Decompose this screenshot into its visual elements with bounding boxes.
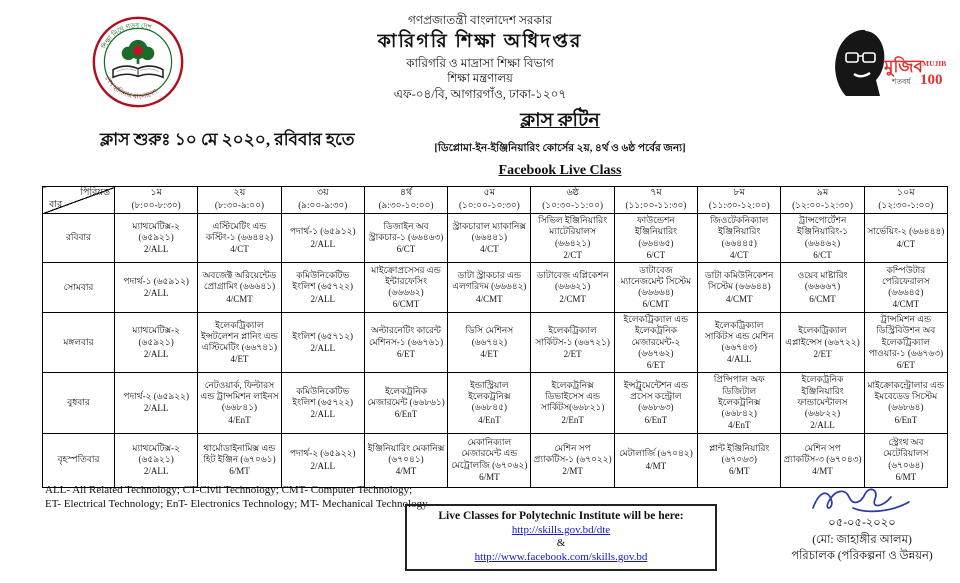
period-header-cell <box>864 187 947 214</box>
subject-name: ইলেকট্রিক্যাল এপ্লাইন্সেস (৬৬৭২২) <box>785 325 860 347</box>
govt-line: গণপ্রজাতন্ত্রী বাংলাদেশ সরকার <box>407 13 553 27</box>
subject-name: পদার্থ-২ (৬৫৯২২) <box>123 391 189 402</box>
class-cell <box>448 214 531 263</box>
subject-name: ওয়েব মাষ্টারিং (৬৬৬৬৭) <box>797 270 848 292</box>
table-row <box>43 214 948 263</box>
table-row <box>43 263 948 313</box>
facebook-live-link[interactable]: http://www.facebook.com/skills.gov.bd <box>474 551 648 563</box>
corner-period-label: পিরিয়ড <box>80 188 110 198</box>
class-cell <box>198 373 281 433</box>
routine-title: ক্লাস রুটিন <box>520 110 600 131</box>
subject-name: মেকানিক্যাল মেজারমেন্ট এন্ড মেট্রোলজি (৬৭০৬২) <box>451 437 528 470</box>
class-cell <box>364 373 447 433</box>
subject-name: কম্পিউটার পেরিফেরালস (৬৬৬৪৫) <box>881 264 930 297</box>
subject-name: ট্রান্সপোর্টেশন ইঞ্জিনিয়ারিং-১ (৬৬৪৬২) <box>797 215 849 248</box>
period-time: (১০:০০-১০:৩০) <box>458 200 520 211</box>
group-label: 2/CT <box>563 249 582 260</box>
subject-name: ডিসি মেশিনস (৬৬৭৪২) <box>465 325 514 347</box>
subject-name: প্রিন্সিপাল অফ ডিজিটাল ইলেকট্রনিক্স (৬৬৮৪২) <box>713 374 765 418</box>
subject-name: ডাটাবেজ ম্যানেজমেন্ট সিস্টেম (৬৬৬৬৪) <box>620 264 692 297</box>
legend-line-1: ALL- All Related Technology; CT-Civil Technology; CMT- Computer Technology; <box>45 484 413 496</box>
subject-name: অবজেক্ট অরিয়েন্টেড প্রোগ্রামিং (৬৬৬৪১) <box>202 270 277 292</box>
period-header-cell <box>531 187 614 214</box>
subject-name: পদার্থ-২ (৬৫৯২২) <box>289 448 356 459</box>
subject-name: পদার্থ-১ (৬৫৯১২) <box>289 226 356 237</box>
period-time: (৮:৩০-৯:০০) <box>214 200 264 211</box>
class-cell <box>614 313 697 373</box>
directorate-name: কারিগরি শিক্ষা অধিদপ্তর <box>377 30 583 52</box>
mujib-text-100: 100 <box>920 72 943 88</box>
class-cell <box>198 263 281 313</box>
class-cell <box>698 433 781 487</box>
period-label: ৩য় <box>316 188 329 199</box>
table-row <box>43 373 948 433</box>
group-label: 2/ALL <box>310 343 335 354</box>
subject-name: ইন্ডাস্ট্রিয়াল ইলেকট্রনিক্স (৬৬৮৪৫) <box>468 379 511 413</box>
class-cell <box>614 263 697 313</box>
group-label: 4/CT <box>230 244 249 255</box>
class-cell <box>864 214 947 263</box>
class-cell <box>281 263 364 313</box>
class-cell <box>864 263 947 313</box>
period-time: (১০:৩০-১১:০০) <box>542 200 604 211</box>
signatory-name: (মো: জাহাঙ্গীর আলম) <box>812 533 912 546</box>
class-cell <box>781 214 864 263</box>
subject-name: ম্যাথমেটিক্স-২ (৬৫৯২১) <box>132 442 180 464</box>
period-header-cell <box>448 187 531 214</box>
class-cell <box>614 214 697 263</box>
subject-name: ইলেকট্রনিক ইঞ্জিনিয়ারিং ফান্ডামেন্টালস (৬৬৮২২) <box>797 374 848 418</box>
technology-legend <box>45 483 428 512</box>
class-cell <box>781 263 864 313</box>
subject-name: ফাউন্ডেশন ইঞ্জিনিয়ারিং (৬৬৪৬৫) <box>634 215 678 248</box>
class-cell <box>364 433 447 487</box>
class-cell <box>614 433 697 487</box>
group-label: 6/CMT <box>392 299 420 310</box>
subject-name: নেটওয়ার্ক, ফিল্টারস এন্ড ট্রান্সমিশন লাইনস (৬৬৮৪১) <box>200 379 279 413</box>
course-note: [ডিপ্লোমা-ইন-ইঞ্জিনিয়ারিং কোর্সের ২য়, ৪র্থ ও ৬ষ্ঠ পর্বের জন্য] <box>434 143 686 154</box>
class-cell <box>198 433 281 487</box>
routine-table <box>42 186 948 488</box>
group-label: 4/CT <box>896 238 916 249</box>
group-label: 2/ET <box>563 348 582 359</box>
subject-name: ডিজাইন অব স্ট্রাকচার-১ (৬৬৪৬৩) <box>368 220 444 242</box>
legend-line-2: ET- Electrical Technology; EnT- Electronics Technology; MT- Mechanical Technology <box>45 498 428 511</box>
group-label: 6/MT <box>895 471 917 482</box>
group-label: 2/ET <box>813 348 832 359</box>
subject-name: ইলেকট্রনিক্স ডিভাইসেস এন্ড সার্কিটস(৬৬৮২১) <box>540 379 605 413</box>
letterhead <box>0 13 960 102</box>
platform-title: Facebook Live Class <box>498 163 622 178</box>
signature-date: ০৫-০৫-২০২০ <box>828 517 896 529</box>
class-cell <box>531 373 614 433</box>
subject-name: ইলেকট্রিক্যাল এন্ড ইলেকট্রনিক মেজারমেন্ট-২ (৬৬৭৬২) <box>623 314 689 358</box>
subject-name: প্লান্ট ইঞ্জিনিয়ারিং (৬৭০৬৩) <box>709 442 770 464</box>
period-label: ৯ম <box>816 188 829 199</box>
class-cell <box>698 214 781 263</box>
period-header-cell <box>281 187 364 214</box>
class-cell <box>281 313 364 373</box>
subject-name: ম্যাথমেটিক্স-২ (৬৫৯২১) <box>132 325 180 347</box>
class-cell <box>864 313 947 373</box>
group-label: 4/CT <box>729 249 749 260</box>
group-label: 2/ALL <box>310 409 335 419</box>
group-label: 2/MT <box>562 466 583 477</box>
group-label: 6/MT <box>229 466 250 477</box>
group-label: 4/CMT <box>725 293 753 304</box>
class-cell <box>531 214 614 263</box>
period-label: ২য় <box>233 188 246 199</box>
subject-name: মেশিন সপ প্র্যাকটিস-১ (৬৭০২২) <box>533 442 612 464</box>
group-label: 2/ALL <box>143 348 169 359</box>
period-time: (১১:৩০-১২:০০) <box>708 200 770 211</box>
group-label: 2/ALL <box>810 420 835 431</box>
corner-day-label: বার <box>49 200 63 211</box>
subject-name: এস্টিমেটিং এন্ড কস্টিং-১ (৬৬৪৪২) <box>205 220 274 242</box>
subject-name: মেটালার্জি (৬৭০৪২) <box>619 448 693 459</box>
period-time: (৯:৩০-১০:০০) <box>378 200 434 211</box>
group-label: 2/ALL <box>310 460 335 471</box>
subject-name: ইঞ্জিনিয়ারিং মেকানিক্স (৬৭০৪১) <box>367 442 445 464</box>
logo-ring-text-bottom: শেখ হাসিনার বাংলাদেশ <box>103 75 159 101</box>
class-cell <box>531 313 614 373</box>
period-label: ৭ম <box>650 188 662 199</box>
class-cell <box>448 263 531 313</box>
period-header-cell <box>115 187 198 214</box>
class-cell <box>698 313 781 373</box>
subject-name: জিওটেকনিক্যাল ইঞ্জিনিয়ারিং (৬৬৪৪৫) <box>710 215 769 248</box>
day-label: মঙ্গলবার <box>43 313 115 373</box>
mujib-text-century: শতবর্ষ <box>892 77 911 86</box>
group-label: 6/CT <box>813 249 832 260</box>
class-cell <box>864 373 947 433</box>
address-line: এফ-০৪/বি, আগারগাঁও, ঢাকা-১২০৭ <box>393 86 567 101</box>
group-label: 4/MT <box>645 460 667 471</box>
table-row <box>43 313 948 373</box>
day-label: বুধবার <box>43 373 115 433</box>
group-label: 4/EnT <box>478 414 501 425</box>
group-label: 6/EnT <box>394 409 418 419</box>
group-label: 4/ET <box>480 348 499 359</box>
class-cell <box>698 373 781 433</box>
day-label: রবিবার <box>43 214 115 263</box>
subject-name: কমিউনিকেটিভ ইংলিশ (৬৫৭২২) <box>292 385 354 407</box>
period-time: (১১:০০-১১:৩০) <box>625 200 687 211</box>
subject-name: অল্টারনেটিং কারেন্ট মেশিনস-১ (৬৬৭৬১) <box>368 325 444 347</box>
class-cell <box>698 263 781 313</box>
mujib-text-bangla: মুজিব <box>884 57 923 76</box>
period-label: ৬ষ্ঠ <box>566 188 579 199</box>
class-cell <box>115 263 198 313</box>
class-cell <box>364 263 447 313</box>
subject-name: ইলেকট্রিক্যাল সার্কিটস এন্ড মেশিন (৬৬৭৪৩) <box>704 319 774 353</box>
signatory-designation: পরিচালক (পরিকল্পনা ও উন্নয়ন) <box>791 550 933 563</box>
signature-scribble-icon <box>807 484 917 514</box>
day-label: বৃহস্পতিবার <box>43 433 115 487</box>
subject-name: মাইক্রোকন্ট্রোলার এন্ড ইমবেডেড সিস্টেম (৬৬৮৬৪) <box>867 379 945 413</box>
subject-name: ট্রান্সমিশন এন্ড ডিস্ট্রিবিউশন অব ইলেকট্রিক্যাল পাওয়ার-১ (৬৬৭৬৩) <box>868 314 944 358</box>
subject-name: পদার্থ-১ (৬৫৯১২) <box>123 275 189 286</box>
subject-name: ম্যাথমেটিক্স-২ (৬৫৯২১) <box>132 220 180 242</box>
group-label: 4/CMT <box>892 299 920 310</box>
period-header-cell <box>198 187 281 214</box>
group-label: 4/ALL <box>726 354 752 365</box>
class-cell <box>115 214 198 263</box>
class-cell <box>448 313 531 373</box>
subject-name: ইন্সট্রুমেন্টেশন এন্ড প্রসেস কন্ট্রোল (৬৬৮৬৩) <box>623 379 689 413</box>
class-cell <box>614 373 697 433</box>
class-cell <box>531 263 614 313</box>
class-start-date: ক্লাস শুরুঃ ১০ মে ২০২০, রবিবার হতে <box>100 130 355 149</box>
group-label: 6/EnT <box>644 414 668 425</box>
group-label: 4/EnT <box>727 420 751 431</box>
period-label: ৮ম <box>733 188 745 199</box>
group-label: 6/ET <box>397 348 416 359</box>
group-label: 2/ALL <box>143 466 169 477</box>
class-cell <box>115 313 198 373</box>
title-group <box>330 106 790 179</box>
period-header-cell <box>698 187 781 214</box>
group-label: 2/EnT <box>561 414 584 425</box>
subject-name: সিভিল ইঞ্জিনিয়ারিং ম্যাটেরিয়ালস (৬৬৪২১) <box>538 215 608 248</box>
group-label: 6/CMT <box>809 293 836 304</box>
logo-ring-text-top: শিক্ষা নিয়ে গড়ব দেশ <box>101 22 153 51</box>
class-cell <box>281 373 364 433</box>
subject-name: ইলেকট্রিক্যাল ইন্সটলেশন প্লানিং এন্ড এস্টিমেটিং (৬৬৭৪১) <box>201 319 278 353</box>
group-label: 6/ET <box>896 360 915 370</box>
group-label: 4/CT <box>480 244 499 255</box>
subject-name: ইলেকট্রনিক মেজারমেন্ট (৬৬৮৬১) <box>367 385 445 407</box>
routine-table-body <box>43 214 948 488</box>
group-label: 4/MT <box>812 466 833 477</box>
class-cell <box>281 214 364 263</box>
period-label: ৫ম <box>483 188 496 199</box>
ampersand: & <box>556 537 566 549</box>
corner-cell <box>43 187 115 214</box>
class-cell <box>198 214 281 263</box>
subject-name: ইংলিশ (৬৫৭১২) <box>292 330 354 341</box>
group-label: 6/ET <box>646 360 665 370</box>
group-label: 6/CT <box>646 249 666 260</box>
group-label: 6/CT <box>396 244 416 255</box>
group-label: 2/ALL <box>143 244 169 255</box>
class-cell <box>364 313 447 373</box>
class-cell <box>115 373 198 433</box>
period-time: (১২:৩০-১:০০) <box>878 200 934 211</box>
period-label: ১০ম <box>897 188 915 199</box>
group-label: 6/MT <box>728 466 750 477</box>
class-cell <box>364 214 447 263</box>
group-label: 2/CMT <box>559 293 586 304</box>
subject-name: ইলেকট্রিক্যাল সার্কিটস-১ (৬৬৭২১) <box>535 325 610 347</box>
subject-name: স্ট্রেংথ অব মেটেরিয়ালস (৬৭০৬৪) <box>883 437 929 470</box>
group-label: 6/MT <box>479 471 500 482</box>
period-header-cell <box>614 187 697 214</box>
signature-block <box>768 484 956 565</box>
subject-name: থার্মোডাইনামিক্স এন্ড হিট ইঞ্জিন (৬৭০৬১) <box>203 442 276 464</box>
day-label: সোমবার <box>43 263 115 313</box>
period-header-cell <box>781 187 864 214</box>
period-header-cell <box>364 187 447 214</box>
subject-name: মাইক্রোপ্রসেসর এন্ড ইন্টারফেসিং (৬৬৬৬২) <box>371 264 441 297</box>
dte-live-link[interactable]: http://skills.gov.bd/dte <box>511 524 611 536</box>
ministry-line: শিক্ষা মন্ত্রণালয় <box>447 72 513 85</box>
class-cell <box>531 433 614 487</box>
group-label: 4/CMT <box>476 293 503 304</box>
subject-name: সার্ভেয়িং-২ (৬৬৪৪৪) <box>867 226 945 237</box>
class-cell <box>281 433 364 487</box>
class-cell <box>198 313 281 373</box>
class-cell <box>781 373 864 433</box>
period-label: ১ম <box>150 188 162 199</box>
period-time: (৮:০০-৮:৩০) <box>131 200 181 211</box>
subject-name: কমিউনিকেটিভ ইংলিশ (৬৫৭২২) <box>292 270 354 292</box>
group-label: 6/EnT <box>894 414 918 425</box>
subject-name: স্ট্রাকচারাল ম্যাকানিক্স (৬৬৪৪১) <box>452 220 527 242</box>
period-time: (১২:০০-১২:৩০) <box>792 200 853 211</box>
division-line: কারিগরি ও মাদ্রাসা শিক্ষা বিভাগ <box>406 56 554 71</box>
group-label: 2/ALL <box>143 288 169 298</box>
class-cell <box>115 433 198 487</box>
group-label: 2/ALL <box>310 293 335 304</box>
subject-name: ডাটা কমিউনিকেশন সিস্টেম (৬৬৬৪৪) <box>705 270 774 292</box>
period-label: ৪র্থ <box>399 188 413 199</box>
class-cell <box>448 433 531 487</box>
table-row <box>43 433 948 487</box>
subject-name: ডাটাবেজ এপ্লিকেশন (৬৬৬২১) <box>536 270 609 292</box>
class-cell <box>864 433 947 487</box>
class-cell <box>448 373 531 433</box>
subject-name: মেশিন সপ প্র্যাকটিস-৩ (৬৭০৪৩) <box>783 442 862 464</box>
class-cell <box>781 433 864 487</box>
group-label: 4/ET <box>230 354 249 365</box>
class-cell <box>781 313 864 373</box>
live-class-box <box>405 504 717 571</box>
group-label: 2/ALL <box>143 403 169 414</box>
group-label: 2/ALL <box>310 238 335 249</box>
subject-name: ডাটা স্ট্রাকচার এন্ড এলগরিদম (৬৬৬৪২) <box>452 270 527 292</box>
period-header-row <box>43 187 948 214</box>
live-box-title: Live Classes for Polytechnic Institute will be here: <box>438 510 684 522</box>
group-label: 6/CMT <box>642 299 670 310</box>
group-label: 4/MT <box>395 466 417 477</box>
period-time: (৯:০০-৯:৩০) <box>298 200 348 211</box>
group-label: 4/CMT <box>226 293 253 304</box>
group-label: 4/EnT <box>228 414 251 425</box>
mujib-text-english: MUJIB <box>922 59 947 68</box>
